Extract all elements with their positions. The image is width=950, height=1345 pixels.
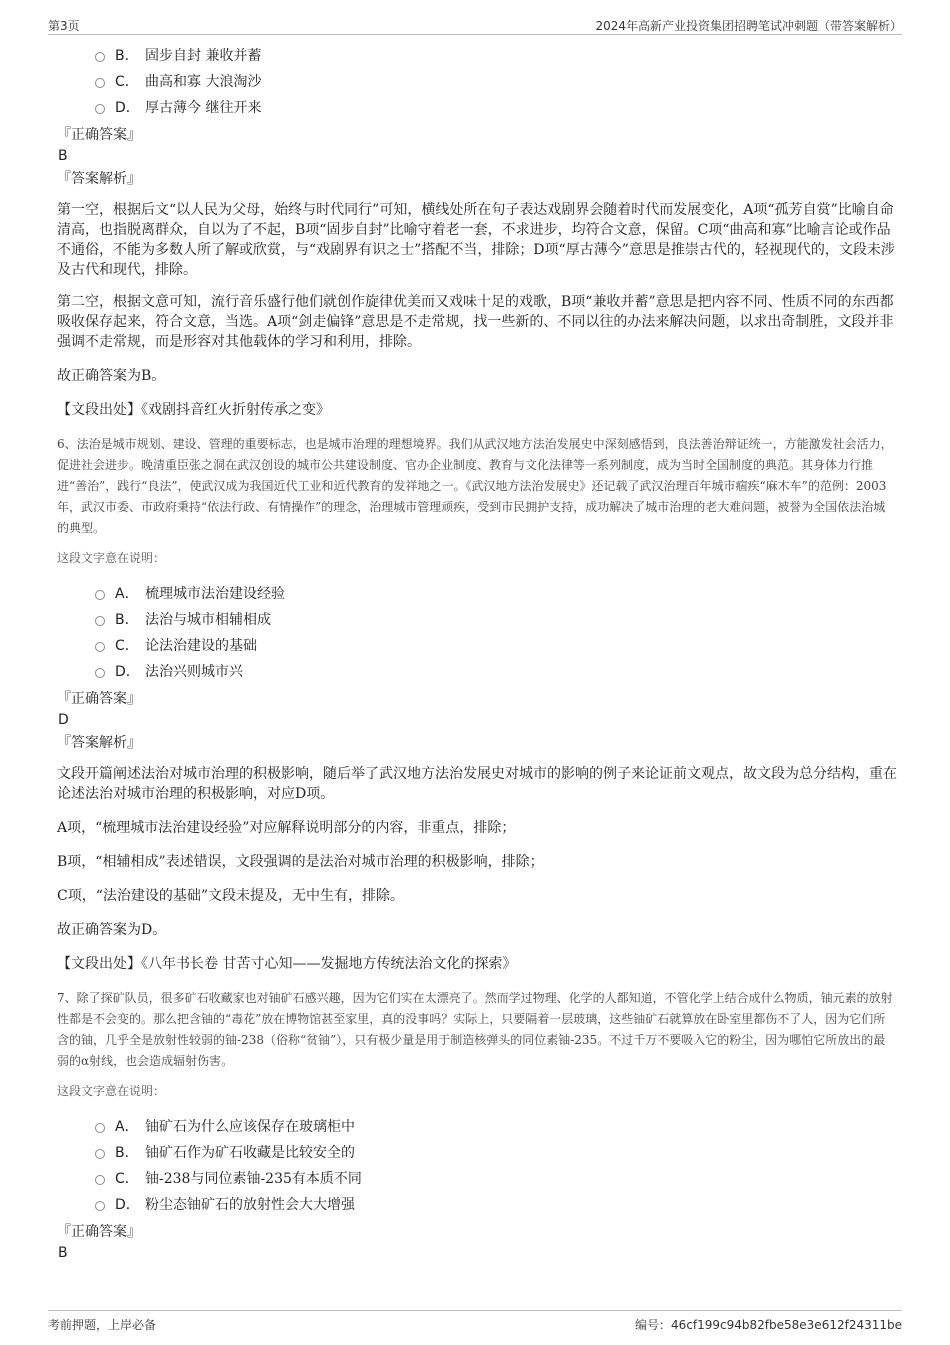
page-content [57,44,897,1263]
analysis-paragraph: 文段开篇阐述法治对城市治理的积极影响，随后举了武汉地方法治发展史对城市的影响的例子来论证前文观点，故文段为总分结构，重在论述法治对城市治理的积极影响，对应D项。 [57,766,897,802]
source-citation: 【文段出处】《戏剧抖音红火折射传承之变》 [57,402,330,418]
q6-option-c[interactable] [95,634,897,660]
page-footer [48,1310,902,1335]
correct-answer: B [58,1245,68,1261]
document-title: 2024年高新产业投资集团招聘笔试冲刺题（带答案解析） [595,19,902,33]
q5-option-b[interactable] [95,44,897,70]
radio-icon[interactable] [95,590,105,600]
question-7-stem: 7、除了探矿队员，很多矿石收藏家也对铀矿石感兴趣，因为它们实在太漂亮了。然而学过物理、化学的人都知道，不管化学上结合成什么物质，铀元素的放射性都是不会变的。那么把含铀的“毒花”放在博物馆甚至家里，真的没事吗？实际上，只要隔着一层玻璃，这些铀矿石就算放在卧室里都伤不了人，因为它们所含的铀，几乎全是放射性较弱的铀-238（俗称“贫铀”），只有极少量是用于制造核弹头的同位素铀-235。不过千万不要吸入它的粉尘，因为哪怕它所放出的最弱的α射线，也会造成辐射伤害。 [57,991,893,1068]
q7-option-b[interactable] [95,1141,897,1167]
analysis-label: 『答案解析』 [57,735,141,751]
option-text: 法治与城市相辅相成 [145,612,271,628]
analysis-conclusion: 故正确答案为B。 [57,368,166,384]
q7-option-a[interactable] [95,1115,897,1141]
q7-option-c[interactable] [95,1167,897,1193]
option-text: 铀矿石为什么应该保存在玻璃柜中 [145,1119,355,1135]
option-letter: B． [115,48,139,64]
code-label: 编号： [635,1318,672,1332]
answer-label: 『正确答案』 [57,127,141,143]
option-text: 法治兴则城市兴 [145,664,243,680]
analysis-paragraph: B项，“相辅相成”表述错误，文段强调的是法治对城市治理的积极影响，排除； [57,854,544,870]
option-letter: D． [115,100,140,116]
source-citation: 【文段出处】《八年书长卷 甘苦寸心知——发掘地方传统法治文化的探索》 [57,956,517,972]
radio-icon[interactable] [95,1149,105,1159]
radio-icon[interactable] [95,642,105,652]
q6-option-a[interactable] [95,582,897,608]
radio-icon[interactable] [95,616,105,626]
correct-answer: D [58,712,69,728]
answer-label: 『正确答案』 [57,691,141,707]
option-text: 粉尘态铀矿石的放射性会大大增强 [145,1197,355,1213]
analysis-paragraph: C项，“法治建设的基础”文段未提及，无中生有，排除。 [57,888,405,904]
radio-icon[interactable] [95,1201,105,1211]
option-letter: A． [115,586,139,602]
q5-option-d[interactable] [95,96,897,122]
analysis-label: 『答案解析』 [57,171,141,187]
option-letter: D． [115,664,140,680]
option-text: 铀-238与同位素铀-235有本质不同 [145,1171,362,1187]
option-text: 固步自封 兼收并蓄 [145,48,262,64]
option-letter: D． [115,1197,140,1213]
analysis-conclusion: 故正确答案为D。 [57,922,167,938]
correct-answer: B [58,148,68,164]
q6-option-d[interactable] [95,660,897,686]
option-text: 论法治建设的基础 [145,638,257,654]
option-letter: C． [115,1171,139,1187]
option-text: 曲高和寡 大浪淘沙 [145,74,262,90]
question-prompt: 这段文字意在说明： [57,1084,166,1098]
q5-option-c[interactable] [95,70,897,96]
option-letter: B． [115,612,139,628]
page-number: 第3页 [48,19,80,33]
answer-label: 『正确答案』 [57,1224,141,1240]
analysis-paragraph: A项，“梳理城市法治建设经验”对应解释说明部分的内容，非重点，排除； [57,820,516,836]
radio-icon[interactable] [95,104,105,114]
option-letter: C． [115,638,139,654]
document-code [635,1316,902,1333]
radio-icon[interactable] [95,1123,105,1133]
option-letter: A． [115,1119,139,1135]
radio-icon[interactable] [95,668,105,678]
radio-icon[interactable] [95,1175,105,1185]
footer-slogan: 考前押题，上岸必备 [48,1318,157,1332]
option-text: 铀矿石作为矿石收藏是比较安全的 [145,1145,355,1161]
q6-option-b[interactable] [95,608,897,634]
analysis-paragraph: 第一空，根据后文“以人民为父母，始终与时代同行”可知，横线处所在句子表达戏剧界会随着时代而发展变化，A项“孤芳自赏”比喻自命清高，也指脱离群众，自以为了不起，B项“固步自封”比喻守着老一套，不求进步，均符合文意，保留。C项“曲高和寡”比喻言论或作品不通俗，不能为多数人所了解或欣赏，与“戏剧界有识之士”搭配不当，排除；D项“厚古薄今”意思是推崇古代的，轻视现代的，文段未涉及古代和现代，排除。 [57,202,895,278]
option-letter: C． [115,74,139,90]
option-text: 梳理城市法治建设经验 [145,586,285,602]
question-prompt: 这段文字意在说明： [57,551,166,565]
question-6-stem: 6、法治是城市规划、建设、管理的重要标志，也是城市治理的理想境界。我们从武汉地方法治发展史中深刻感悟到，良法善治辩证统一，方能激发社会活力，促进社会进步。晚清重臣张之洞在武汉创设的城市公共建设制度、官办企业制度、教育与文化法律等一系列制度，成为当时全国制度的典范。其身体力行推进“善治”，践行“良法”，使武汉成为我国近代工业和近代教育的发祥地之一。《武汉地方法治发展史》还记载了武汉治理百年城市痼疾“麻木车”的范例：2003年，武汉市委、市政府秉持“依法行政、有情操作”的理念，治理城市管理顽疾，受到市民拥护支持，成功解决了城市治理的老大难问题，被誉为全国依法治城的典型。 [57,437,893,535]
radio-icon[interactable] [95,78,105,88]
page-header [48,14,902,35]
analysis-paragraph: 第二空，根据文意可知，流行音乐盛行他们就创作旋律优美而又戏味十足的戏歌，B项“兼收并蓄”意思是把内容不同、性质不同的东西都吸收保存起来，符合文意，当选。A项“剑走偏锋”意思是不走常规，找一些新的、不同以往的办法来解决问题，以求出奇制胜，文段并非强调不走常规，而是形容对其他载体的学习和利用，排除。 [57,294,894,350]
radio-icon[interactable] [95,52,105,62]
code-value: 46cf199c94b82fbe58e3e612f24311be [671,1318,902,1332]
q7-option-d[interactable] [95,1193,897,1219]
option-letter: B． [115,1145,139,1161]
option-text: 厚古薄今 继往开来 [145,100,262,116]
